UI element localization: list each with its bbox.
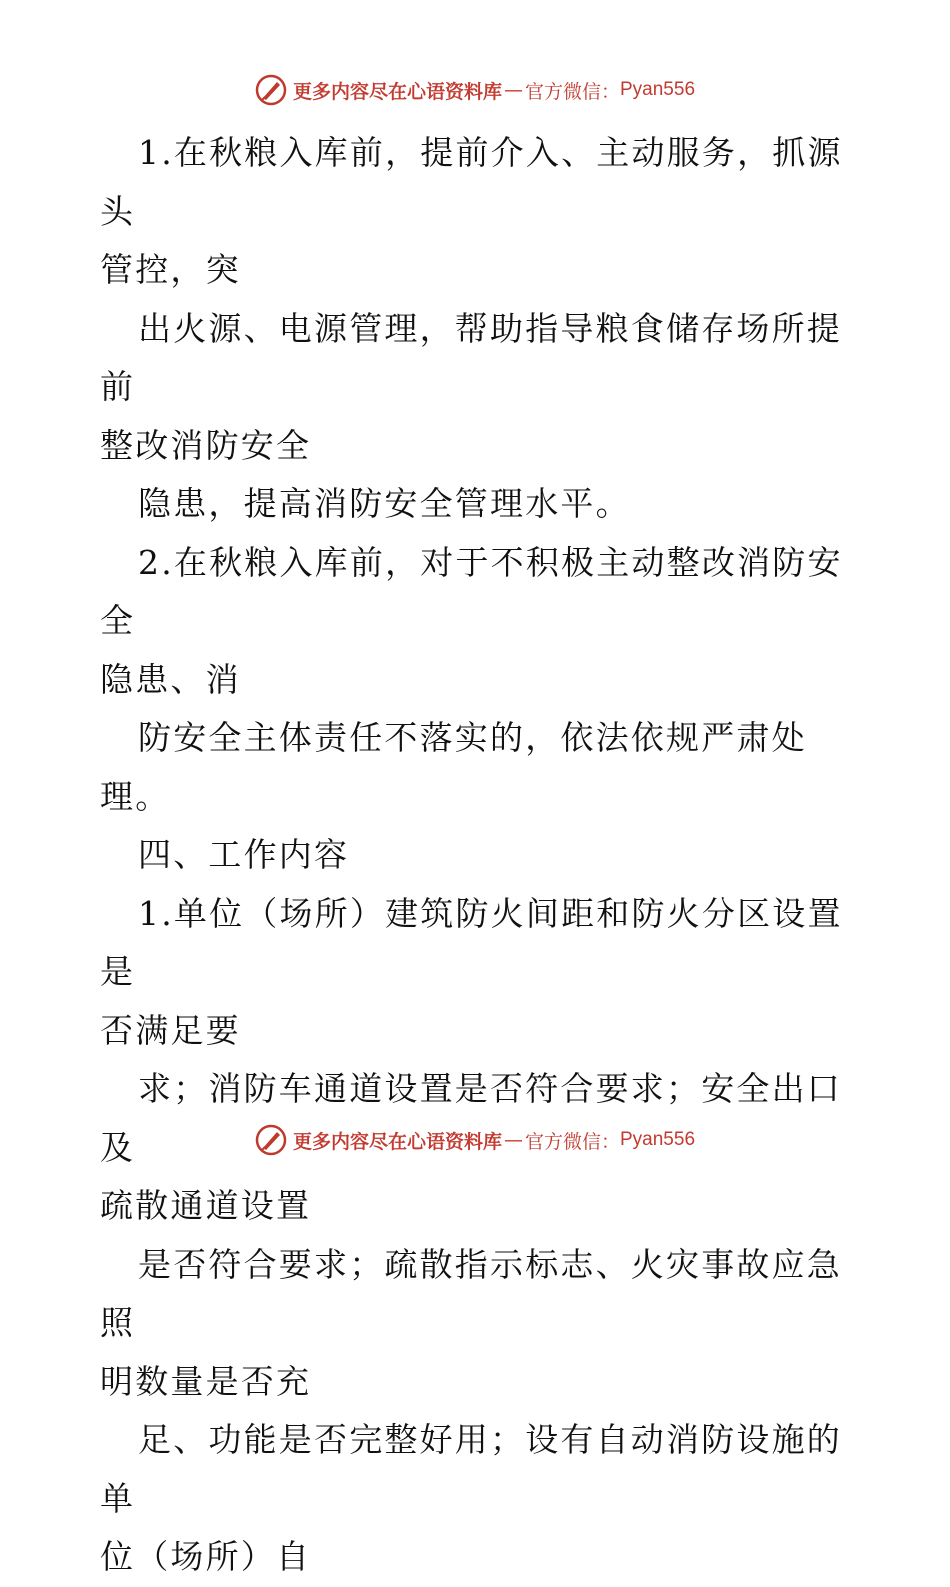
document-body	[100, 124, 860, 1587]
text-line: 是否符合要求；疏散指示标志、火灾事故应急照	[100, 1244, 842, 1342]
text-line: 1.单位（场所）建筑防火间距和防火分区设置是	[100, 893, 843, 991]
section-heading: 四、工作内容	[138, 835, 350, 874]
text-line: 疏散通道设置	[100, 1186, 312, 1225]
text-line: 位（场所）自	[100, 1537, 312, 1576]
watermark-wechat-label: 官方微信：	[524, 1130, 620, 1153]
text-line: 管控，突	[100, 250, 241, 289]
text-line: 隐患、消	[100, 659, 241, 699]
watermark-wechat-id: Pyan556	[620, 1129, 696, 1150]
watermark-wechat-id: Pyan556	[620, 79, 696, 100]
text-line: 2.在秋粮入库前，对于不积极主动整改消防安全	[100, 542, 843, 640]
text-line: 否满足要	[100, 1010, 241, 1050]
watermark-wechat-label: 官方微信：	[524, 80, 620, 103]
text-line: 明数量是否充	[100, 1361, 312, 1401]
watermark-text: 更多内容尽在心语资料库	[292, 1130, 502, 1153]
text-line: 整改消防安全	[100, 425, 312, 465]
watermark-dash: —	[503, 79, 523, 101]
quill-logo-icon	[255, 74, 287, 106]
text-line: 1.在秋粮入库前，提前介入、主动服务，抓源头	[100, 133, 843, 231]
text-line: 防安全主体责任不落实的，依法依规严肃处理。	[100, 718, 807, 816]
quill-logo-icon	[255, 1124, 287, 1156]
text-line: 隐患，提高消防安全管理水平。	[138, 484, 631, 523]
header-watermark	[0, 70, 950, 110]
text-line: 足、功能是否完整好用；设有自动消防设施的单	[100, 1420, 842, 1518]
text-line: 出火源、电源管理，帮助指导粮食储存场所提前	[100, 308, 842, 406]
text-line: 求；消防车通道设置是否符合要求；安全出口及	[100, 1069, 842, 1167]
watermark-text: 更多内容尽在心语资料库	[292, 80, 502, 103]
watermark-dash: —	[503, 1129, 523, 1151]
footer-watermark	[0, 1120, 950, 1160]
